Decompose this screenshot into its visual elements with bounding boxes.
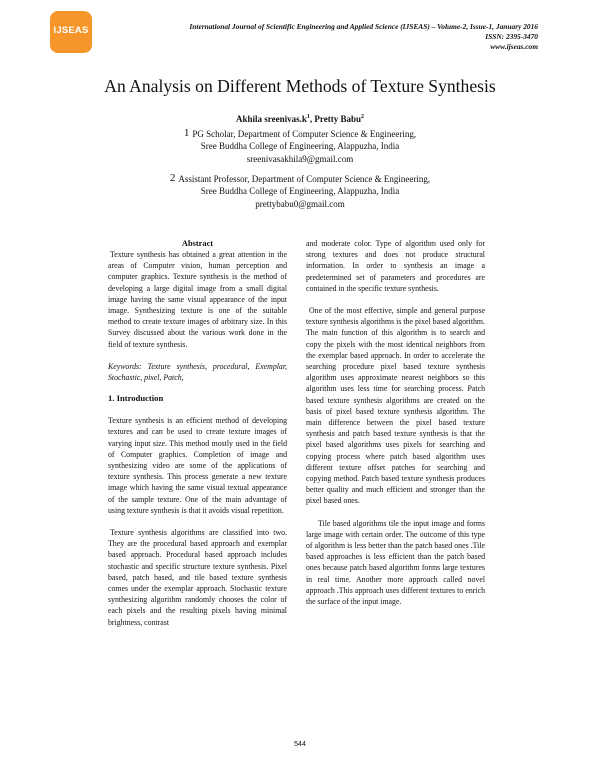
affiliation-1-line2: Sree Buddha College of Engineering, Alappuzha, India [200, 141, 400, 152]
affiliation-2 [0, 172, 600, 210]
author-list [0, 111, 600, 125]
author-1-name: Akhila sreenivas.k [236, 114, 307, 124]
right-paragraph-1: and moderate color. Type of algorithm used only for strong textures and does not produce structural information. In order to synthesis an image a predetermined set of parameters and procedures are contained in the specific texture synthesis. [306, 239, 485, 293]
affiliation-1-email: sreenivasakhila9@gmail.com [246, 153, 354, 164]
journal-logo [50, 11, 92, 53]
journal-logo-text: IJSEAS [53, 25, 89, 36]
paper-title: An Analysis on Different Methods of Texture Synthesis [104, 76, 496, 96]
affiliation-1-number: 1 [183, 127, 190, 139]
journal-line: International Journal of Scientific Engineering and Applied Science (IJSEAS) – Volume-2, Issue-1, January 2016 [189, 22, 538, 31]
affiliation-2-email: prettybabu0@gmail.com [255, 198, 345, 209]
author-separator: , [309, 114, 315, 124]
right-paragraph-2: One of the most effective, simple and general purpose texture synthesis algorithms is the pixel based algorithm. The main function of this algorithm is to search and copy the pixels with the most identical neighbors from the exemplar based approach. In order to accelerate the searching procedure pixel based texture synthesis algorithm uses approximate nearest neighbors so this algorithm uses less time for searching process. Patch based texture synthesis algorithms are created on the basis of pixel based texture synthesis algorithm. The main difference between the pixel based texture synthesis and patch based texture synthesis is that the pixel based algorithms uses pixels for searching and copying process where patch based algorithm uses different texture offset patches for searching and copying method. Patch based texture synthesis produces better quality and much efficient and stronger than the pixel based ones. [306, 306, 485, 506]
left-column [108, 238, 287, 628]
affiliation-2-number: 2 [169, 172, 176, 184]
author-2-mark: 2 [360, 114, 364, 120]
journal-website: www.ijseas.com [490, 42, 538, 51]
affiliation-1 [0, 127, 600, 165]
abstract-heading: Abstract [181, 239, 214, 248]
affiliation-2-line1: Assistant Professor, Department of Computer Science & Engineering, [178, 174, 431, 184]
introduction-heading: 1. Introduction [108, 393, 164, 404]
affiliation-1-line1: PG Scholar, Department of Computer Science & Engineering, [192, 129, 417, 139]
journal-issn: ISSN: 2395-3470 [485, 32, 538, 41]
journal-header [189, 22, 538, 52]
author-2-name: Pretty Babu [314, 114, 361, 124]
author-1-mark: 1 [306, 114, 310, 120]
intro-paragraph-2: Texture synthesis algorithms are classified into two. They are the procedural based approach and exemplar based approach. Procedural based approach includes stochastic and specific structure texture synthesis. Pixel based, patch based, and tile based texture synthesis comes under the exemplar approach. Stochastic texture synthesizing algorithm randomly chooses the color of each pixels and the resulting pixels having minimal brightness, contrast [108, 528, 287, 627]
right-column [306, 238, 485, 607]
abstract-text: Texture synthesis has obtained a great attention in the areas of Computer vision, human perception and computer graphics. Texture synthesis is the method of developing a large digital image from a small digital image having the same visual appearance of the input image. Synthesizing texture is one of the suitable method to create texture images of arbitrary size. In this Survey discussed about the various work done in the field of texture synthesis. [108, 250, 287, 349]
right-paragraph-3: Tile based algorithms tile the input image and forms large image with certain order. The outcome of this type of algorithm is less better than the patch based ones .Tile based approaches is less efficient than the patch based ones because patch based algorithm forms large textures in real time. Another more approach called novel approach .This approach uses different textures to enrich the surface of the input image. [306, 518, 485, 607]
keywords: Keywords: Texture synthesis, procedural, Exemplar, Stochastic, pixel, Patch, [108, 361, 287, 383]
intro-paragraph-1: Texture synthesis is an efficient method of developing textures and can be used to create texture images of varying input size. This method mostly used in the field of Computer graphics. Completion of image and synthesizing video are some of the applications of texture synthesis. This process generate a new texture image which having the same visual textual appearance of the sample texture. One of the main advantage of using texture synthesis is that it avoids visual repetition. [108, 416, 287, 515]
affiliation-2-line2: Sree Buddha College of Engineering, Alappuzha, India [200, 186, 400, 197]
page-number: 544 [294, 741, 306, 748]
